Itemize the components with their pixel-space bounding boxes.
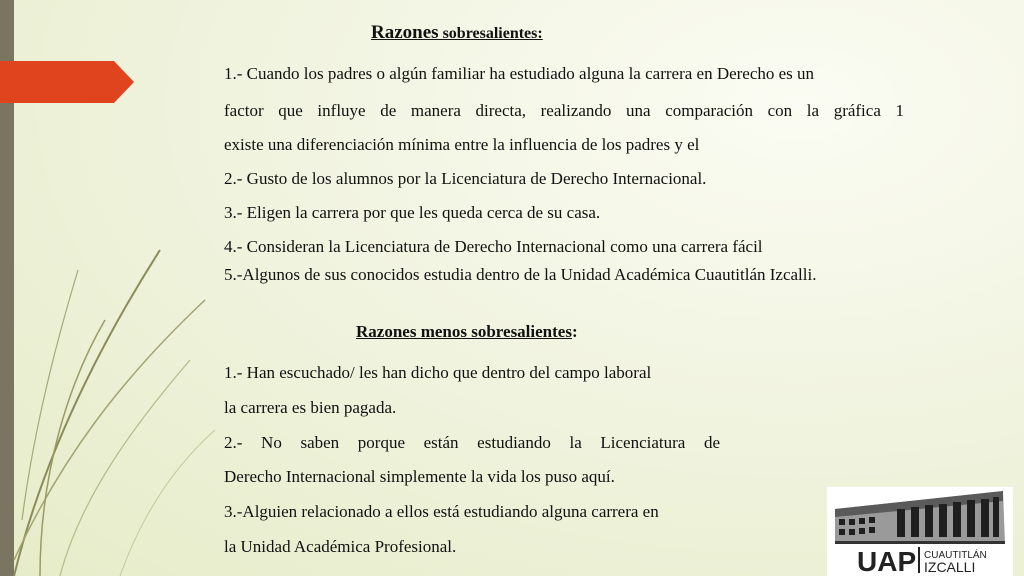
- logo-bottom-text: IZCALLI: [924, 559, 976, 575]
- less-reason-line-1: 1.- Han escuchado/ les han dicho que dentro del campo laboral: [224, 363, 652, 382]
- logo-main-text: UAP: [857, 546, 917, 576]
- subheading: [356, 322, 578, 342]
- subheading-text: Razones menos sobresalientes: [356, 322, 572, 341]
- logo-top-text: CUAUTITLÁN: [924, 550, 987, 561]
- reason-line-5: 3.- Eligen la carrera por que les queda cerca de su casa.: [224, 203, 601, 222]
- reason-line-1: 1.- Cuando los padres o algún familiar ha estudiado alguna la carrera en Derecho es un: [224, 64, 815, 83]
- reason-line-4: 2.- Gusto de los alumnos por la Licenciatura de Derecho Internacional.: [224, 169, 707, 188]
- reason-line-2: factor que influye de manera directa, realizando una comparación con la gráfica 1: [224, 101, 904, 120]
- less-reason-line-2: la carrera es bien pagada.: [224, 398, 397, 417]
- title-rest: sobresalientes:: [438, 25, 543, 42]
- red-arrow-icon: [0, 61, 134, 103]
- reason-line-3: existe una diferenciación mínima entre la influencia de los padres y el: [224, 135, 700, 154]
- less-reason-line-5: 3.-Alguien relacionado a ellos está estudiando alguna carrera en: [224, 502, 659, 521]
- less-reason-line-3: 2.- No saben porque están estudiando la Licenciatura de: [224, 433, 720, 452]
- reason-line-7: 5.-Algunos de sus conocidos estudia dentro de la Unidad Académica Cuautitlán Izcalli.: [224, 265, 817, 284]
- less-reason-line-6: la Unidad Académica Profesional.: [224, 537, 457, 556]
- subheading-colon: :: [571, 322, 578, 341]
- uap-logo: [827, 487, 1013, 576]
- reason-line-6: 4.- Consideran la Licenciatura de Derecho Internacional como una carrera fácil: [224, 237, 763, 256]
- page-title: [371, 22, 543, 44]
- less-reason-line-4: Derecho Internacional simplemente la vida los puso aquí.: [224, 467, 615, 486]
- title-main: Razones: [371, 22, 439, 43]
